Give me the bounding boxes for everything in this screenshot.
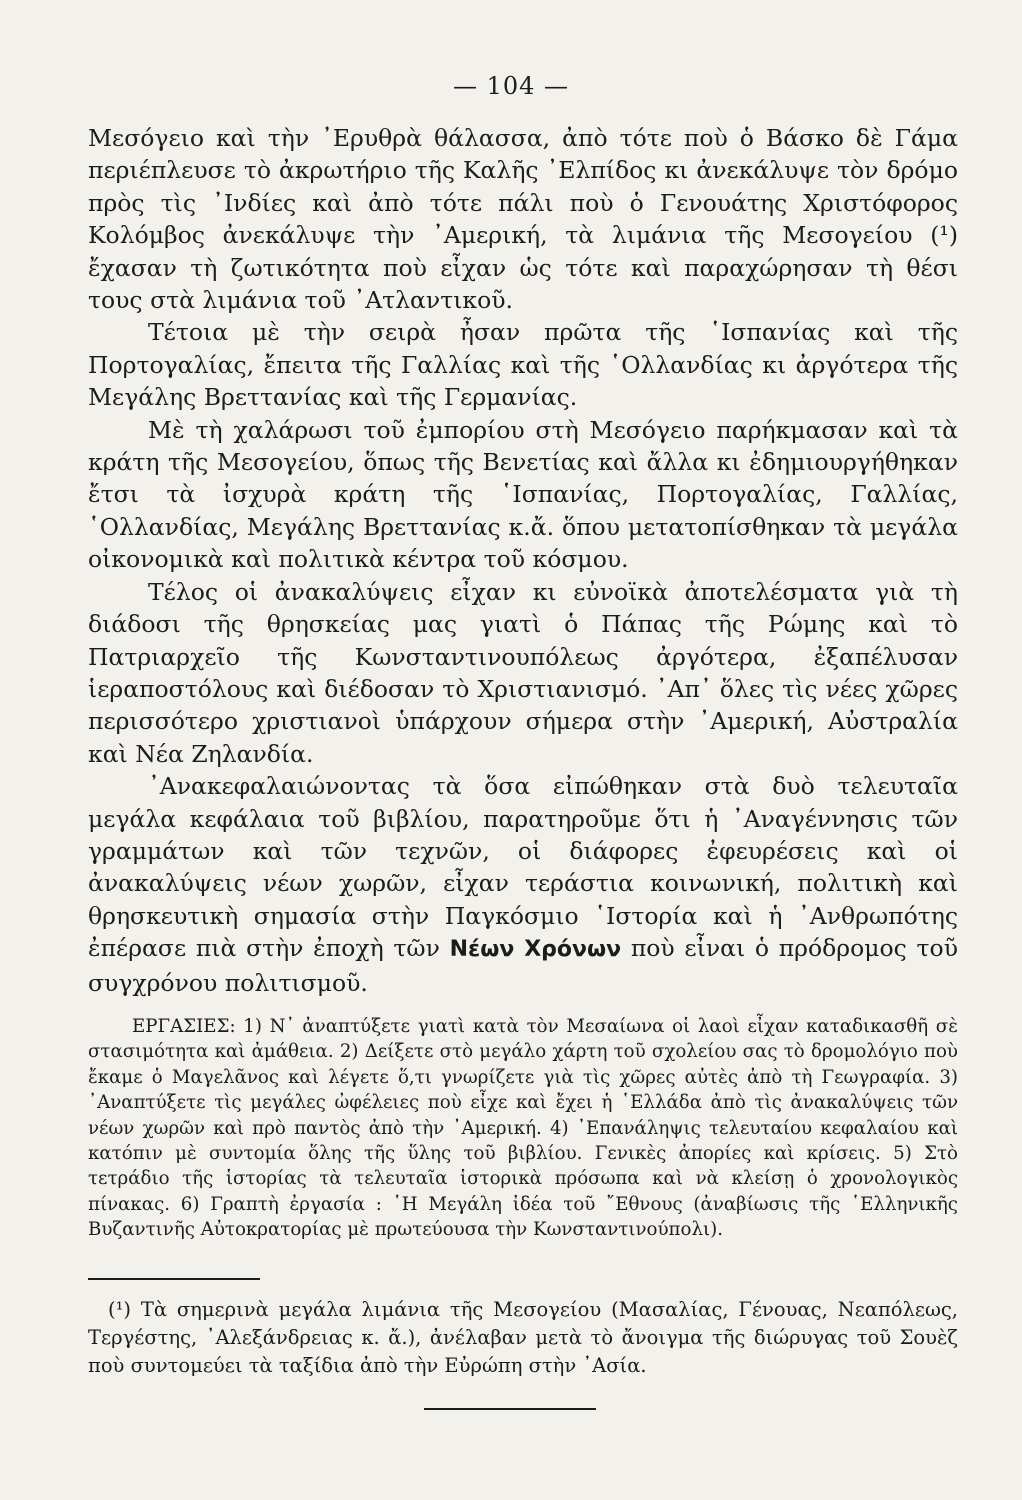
paragraph-1: Μεσόγειο καὶ τὴν ᾿Ερυθρὰ θάλασσα, ἀπὸ τότε ποὺ ὁ Βάσκο δὲ Γάμα περιέπλευσε τὸ ἀκρωτήριο τῆς Καλῆς ᾿Ελπίδος κι ἀνεκάλυψε τὸν δρόμο πρὸς τὶς ᾿Ινδίες καὶ ἀπὸ τότε πάλι ποὺ ὁ Γενουάτης Χριστόφορος Κολόμβος ἀνεκάλυψε τὴν ᾿Αμερική, τὰ λιμάνια τῆς Μεσογείου (¹) ἔχασαν τὴ ζωτικότητα ποὺ εἶχαν ὡς τότε καὶ παραχώρησαν τὴ θέσι τους στὰ λιμάνια τοῦ ᾿Ατλαντικοῦ. (88, 124, 958, 315)
exercises-text: ΕΡΓΑΣΙΕΣ: 1) Ν᾿ ἀναπτύξετε γιατὶ κατὰ τὸν Μεσαίωνα οἱ λαοὶ εἶχαν καταδικασθῆ σὲ στασιμότητα καὶ ἀμάθεια. 2) Δείξετε στὸ μεγάλο χάρτη τοῦ σχολείου σας τὸ δρομολόγιο ποὺ ἔκαμε ὁ Μαγελᾶνος καὶ λέγετε ὅ,τι γνωρίζετε γιὰ τὶς χῶρες αὐτὲς ἀπὸ τὴ Γεωγραφία. 3) ᾿Αναπτύξετε τὶς μεγάλες ὠφέλειες ποὺ εἶχε καὶ ἔχει ἡ ῾Ελλάδα ἀπὸ τὶς ἀνακαλύψεις τῶν νέων χωρῶν καὶ πρὸ παντὸς ἀπὸ τὴν ᾿Αμερική. 4) ᾿Επανάληψις τελευταίου κεφαλαίου καὶ κατόπιν μὲ συντομία ὅλης τῆς ὕλης τοῦ βιβλίου. Γενικὲς ἀπορίες καὶ κρίσεις. 5) Στὸ τετράδιο τῆς ἱστορίας τὰ τελευταῖα ἱστορικὰ πρόσωπα καὶ νὰ κλείσῃ ὁ χρονολογικὸς πίνακας. 6) Γραπτὴ ἐργασία : ῾Η Μεγάλη ἰδέα τοῦ ῎Εθνους (ἀναβίωσις τῆς ῾Ελληνικῆς Βυζαντινῆς Αὐτοκρατορίας μὲ πρωτεύουσα τὴν Κωνσταντινούπολι). (88, 1016, 958, 1241)
main-text (88, 122, 958, 999)
footnote-text: (¹) Τὰ σημερινὰ μεγάλα λιμάνια τῆς Μεσογείου (Μασαλίας, Γένουας, Νεαπόλεως, Τεργέστης, ᾿Αλεξάνδρειας κ. ἄ.), ἀνέλαβαν μετὰ τὸ ἄνοιγμα τῆς διώρυγας τοῦ Σουὲζ ποὺ συντομεύει τὰ ταξίδια ἀπὸ τὴν Εὐρώπη στὴν ᾿Ασία. (88, 1298, 958, 1377)
paragraph-3: Μὲ τὴ χαλάρωσι τοῦ ἐμπορίου στὴ Μεσόγειο παρήκμασαν καὶ τὰ κράτη τῆς Μεσογείου, ὅπως τῆς Βενετίας καὶ ἄλλα κι ἐδημιουργήθηκαν ἔτσι τὰ ἰσχυρὰ κράτη τῆς ῾Ισπανίας, Πορτογαλίας, Γαλλίας, ῾Ολλανδίας, Μεγάλης Βρεττανίας κ.ἄ. ὅπου μετατοπίσθηκαν τὰ μεγάλα οἰκονομικὰ καὶ πολιτικὰ κέντρα τοῦ κόσμου. (88, 415, 958, 574)
exercises-section (88, 1014, 958, 1243)
paragraph-2: Τέτοια μὲ τὴν σειρὰ ἦσαν πρῶτα τῆς ῾Ισπανίας καὶ τῆς Πορτογαλίας, ἔπειτα τῆς Γαλλίας καὶ τῆς ῾Ολλανδίας κι ἀργότερα τῆς Μεγάλης Βρεττανίας καὶ τῆς Γερμανίας. (88, 318, 958, 412)
page-number: — 104 — (452, 72, 570, 100)
closing-text-before: ᾿Ανακεφαλαιώνοντας τὰ ὅσα εἰπώθηκαν στὰ δυὸ τελευταῖα μεγάλα κεφάλαια τοῦ βιβλίου, παρατηροῦμε ὅτι ἡ ᾿Αναγέννησις τῶν γραμμάτων καὶ τῶν τεχνῶν, οἱ διάφορες ἐφευρέσεις καὶ οἱ ἀνακαλύψεις νέων χωρῶν, εἶχαν τεράστια κοινωνική, πολιτικὴ καὶ θρησκευτικὴ σημασία στὴν Παγκόσμιο ῾Ιστορία καὶ ἡ ᾿Ανθρωπότης ἐπέρασε πιὰ στὴν ἐποχὴ τῶν (88, 772, 958, 963)
paragraph-4: Τέλος οἱ ἀνακαλύψεις εἶχαν κι εὐνοϊκὰ ἀποτελέσματα γιὰ τὴ διάδοσι τῆς θρησκείας μας γιατὶ ὁ Πάπας τῆς Ρώμης καὶ τὸ Πατριαρχεῖο τῆς Κωνσταντινουπόλεως ἀργότερα, ἐξαπέλυσαν ἱεραποστόλους καὶ διέδοσαν τὸ Χριστιανισμό. ᾿Απ᾿ ὅλες τὶς νέες χῶρες περισσότερο χριστιανοὶ ὑπάρχουν σήμερα στὴν ᾿Αμερική, Αὐστραλία καὶ Νέα Ζηλανδία. (88, 577, 958, 768)
closing-paragraph (88, 770, 958, 999)
footnote-divider (88, 1278, 260, 1280)
closing-emphasis: Νέων Χρόνων (449, 937, 622, 963)
footnote (88, 1296, 958, 1380)
end-divider (424, 1408, 596, 1410)
closing-text-after: ποὺ εἶναι ὁ πρόδρομος τοῦ συγχρόνου πολιτισμοῦ. (88, 934, 958, 997)
